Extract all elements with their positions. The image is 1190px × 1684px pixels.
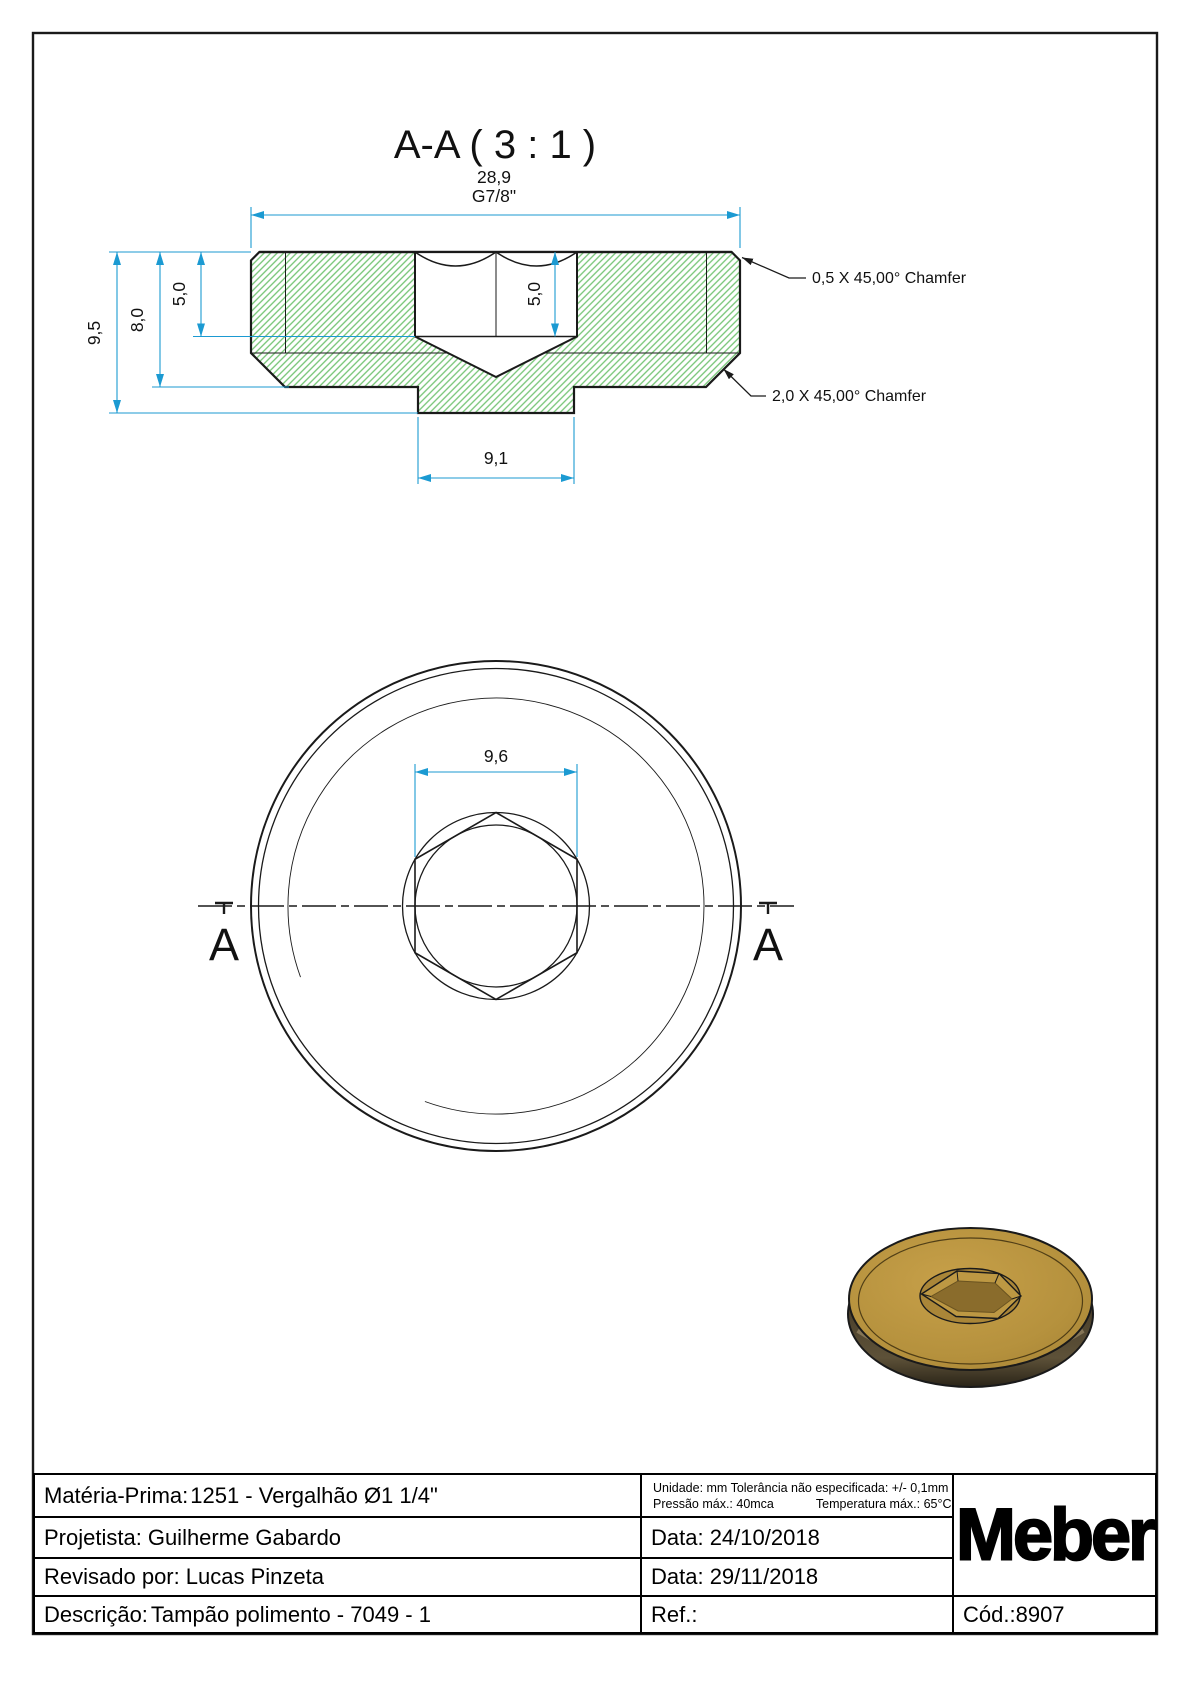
description-label: Descrição: (44, 1601, 148, 1627)
reviewer-row (35, 1557, 640, 1595)
ref-cell (640, 1595, 952, 1632)
dim-socket-depth-inner-text: 5,0 (524, 281, 544, 307)
chamfer-bottom-leader (724, 369, 767, 396)
material-row (35, 1475, 640, 1516)
dim-socket-depth-text: 5,0 (169, 281, 189, 307)
dim-body-height-text: 8,0 (127, 307, 147, 333)
section-label-right: A (752, 919, 784, 970)
reviewer-label: Revisado por: (44, 1564, 180, 1589)
section-line-end-marks (215, 903, 777, 914)
dim-total-height-text: 9,5 (84, 320, 104, 346)
material-label: Matéria-Prima: (44, 1482, 189, 1508)
cod-value: 8907 (1015, 1601, 1065, 1627)
logo-cell (952, 1475, 1155, 1595)
cod-label: Cód.: (963, 1601, 1016, 1627)
section-label-left: A (208, 919, 240, 970)
dim-hex-flats-text: 9,6 (483, 746, 509, 766)
designer-label: Projetista: (44, 1524, 142, 1550)
dim-outer-width-text: 28,9 (476, 167, 512, 187)
date2-cell (640, 1557, 952, 1595)
chamfer-top-note: 0,5 X 45,00° Chamfer (812, 270, 967, 287)
description-value: Tampão polimento - 7049 - 1 (150, 1601, 431, 1627)
title-block (33, 1473, 1157, 1634)
dim-outer-width (251, 207, 740, 248)
notes-line2 (653, 1496, 952, 1512)
iso-view-render (848, 1228, 1093, 1387)
date1-cell (640, 1516, 952, 1557)
top-view (198, 661, 794, 1151)
dim-hex-flats (415, 764, 577, 857)
section-view-title: A-A ( 3 : 1 ) (393, 123, 597, 167)
chamfer-top-leader (742, 258, 806, 279)
company-logo: Meber (955, 1494, 1154, 1576)
chamfer-bottom-note: 2,0 X 45,00° Chamfer (772, 388, 927, 405)
reviewer-value: Lucas Pinzeta (185, 1564, 324, 1589)
designer-value: Guilherme Gabardo (147, 1524, 342, 1550)
cod-cell (952, 1595, 1155, 1632)
date1: Data: 24/10/2018 (651, 1524, 820, 1550)
date2: Data: 29/11/2018 (651, 1564, 819, 1589)
section-view (84, 123, 967, 484)
designer-row (35, 1516, 640, 1557)
ref-label: Ref.: (651, 1601, 698, 1627)
material-value: 1251 - Vergalhão Ø1 1/4" (190, 1482, 438, 1508)
temperature-note: Temperatura máx.: 65°C (815, 1496, 952, 1511)
description-row (35, 1595, 640, 1632)
dim-boss-width-text: 9,1 (483, 448, 509, 468)
dim-thread-text: G7/8" (471, 186, 517, 206)
notes-line1: Unidade: mm Tolerância não especificada: +/- 0,1mm (653, 1480, 949, 1495)
tolerance-notes (640, 1475, 952, 1516)
pressure-note: Pressão máx.: 40mca (653, 1496, 774, 1511)
